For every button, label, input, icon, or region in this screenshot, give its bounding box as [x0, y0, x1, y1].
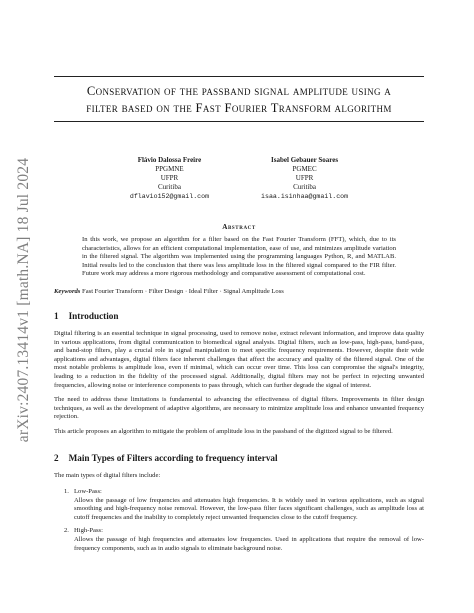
- arxiv-identifier: arXiv:2407.13414v1 [math.NA] 18 Jul 2024: [15, 157, 32, 443]
- paragraph: The main types of digital filters include:: [54, 471, 161, 479]
- abstract-heading: Abstract: [222, 223, 256, 231]
- paragraph: This article proposes an algorithm to mitigate the problem of amplitude loss in the passband of the digitized signal to be filtered.: [54, 427, 393, 435]
- keywords-text: Fast Fourier Transform · Filter Design · Ideal Filter · Signal Amplitude Loss: [82, 287, 284, 295]
- section-number: 2: [54, 452, 59, 463]
- list-item: [54, 488, 424, 522]
- section-heading-introduction: [54, 311, 424, 321]
- author-city: Curitiba: [157, 183, 181, 191]
- author-city: Curitiba: [293, 183, 317, 191]
- paragraph: Digital filtering is an essential technique in signal processing, used to remove noise, extract relevant information, and improve data quality in various applications, from digital communication to biomedical signal analysis. Digital filters, such as low-pass, high-pass, band-pass, and band-stop filters, play a crucial role in signal manipulation to meet specific frequency requirements. However, despite their wide applications and advantages, digital filters face inherent challenges that affect the accuracy and quality of the filtered signal. One of the most notable problems is amplitude loss, even if minimal, which can occur over time. This loss can compromise the signal's integrity, leading to a reduction in the fidelity of the processed signal. Additionally, digital filters may not be perfect in rejecting unwanted frequencies, allowing noise or interference components to pass through, which can further degrade the signal of interest.: [54, 329, 424, 389]
- paper-page: [54, 0, 424, 553]
- author-name: Isabel Gebauer Soares: [271, 156, 339, 164]
- author-email[interactable]: dflavio152@gmail.com: [129, 193, 210, 200]
- section-title: Main Types of Filters according to frequency interval: [68, 452, 278, 463]
- author-dept: PPGMNE: [155, 165, 184, 173]
- author-block: [54, 156, 424, 201]
- author-org: UFPR: [160, 174, 179, 182]
- section-number: 1: [54, 310, 59, 321]
- paragraph: The need to address these limitations is fundamental to advancing the effectiveness of digital filters. Improvements in filter design techniques, as well as the development of adaptive algorithms, are necessary to minimize amplitude loss and enhance unwanted frequency rejection.: [54, 396, 424, 421]
- title-line-1: Conservation of the passband signal amplitude using a: [86, 84, 392, 98]
- list-item: [54, 527, 424, 553]
- list-item-label: Low-Pass:: [74, 488, 102, 496]
- section-title: Introduction: [68, 310, 119, 321]
- arxiv-sidebar-stamp: [4, 150, 44, 450]
- title-rule-top: [54, 76, 424, 77]
- keywords-line: [54, 288, 424, 295]
- author-org: UFPR: [295, 174, 314, 182]
- section-heading-filter-types: [54, 453, 424, 463]
- title-rule-bottom: [54, 121, 424, 122]
- list-item-description: Allows the passage of high frequencies and attenuates low frequencies. Used in applications that require the removal of low-frequency components, such as in audio signals to eliminate background noise.: [74, 536, 424, 552]
- keywords-label: Keywords: [54, 287, 81, 295]
- author-2: [261, 156, 348, 201]
- title-line-2: filter based on the Fast Fourier Transform algorithm: [86, 101, 392, 115]
- author-email[interactable]: isaa.isinhaa@gmail.com: [261, 193, 349, 200]
- author-1: [130, 156, 209, 201]
- list-item-description: Allows the passage of low frequencies and attenuates high frequencies. It is widely used in various applications, such as signal smoothing and high-frequency noise removal. However, the low-pass filter faces significant challenges, such as amplitude loss at cutoff frequencies and the inability to completely reject unwanted frequencies close to the cutoff frequency.: [74, 496, 424, 521]
- filter-type-list: [54, 488, 424, 553]
- title-block: [54, 72, 424, 122]
- paper-title: [54, 83, 424, 117]
- list-item-number: 2.: [64, 527, 69, 535]
- abstract-text: In this work, we propose an algorithm for a filter based on the Fast Fourier Transform (FFT), which, due to its characteristics, allows for an efficient computational implementation, ease of use, and minimizes amplitude variation in the filtered signal. The algorithm was implemented using the programming languages Python, R, and MATLAB. Initial results led to the conclusion that there was less amplitude loss in the filtered signal compared to the FIR filter. Future work may address a more rigorous methodology and comparative assessment of computational cost.: [82, 236, 396, 278]
- list-item-label: High-Pass:: [74, 527, 103, 535]
- author-dept: PGMEC: [292, 165, 317, 173]
- author-name: Flávio Dalossa Freire: [137, 156, 202, 164]
- list-item-number: 1.: [64, 488, 69, 496]
